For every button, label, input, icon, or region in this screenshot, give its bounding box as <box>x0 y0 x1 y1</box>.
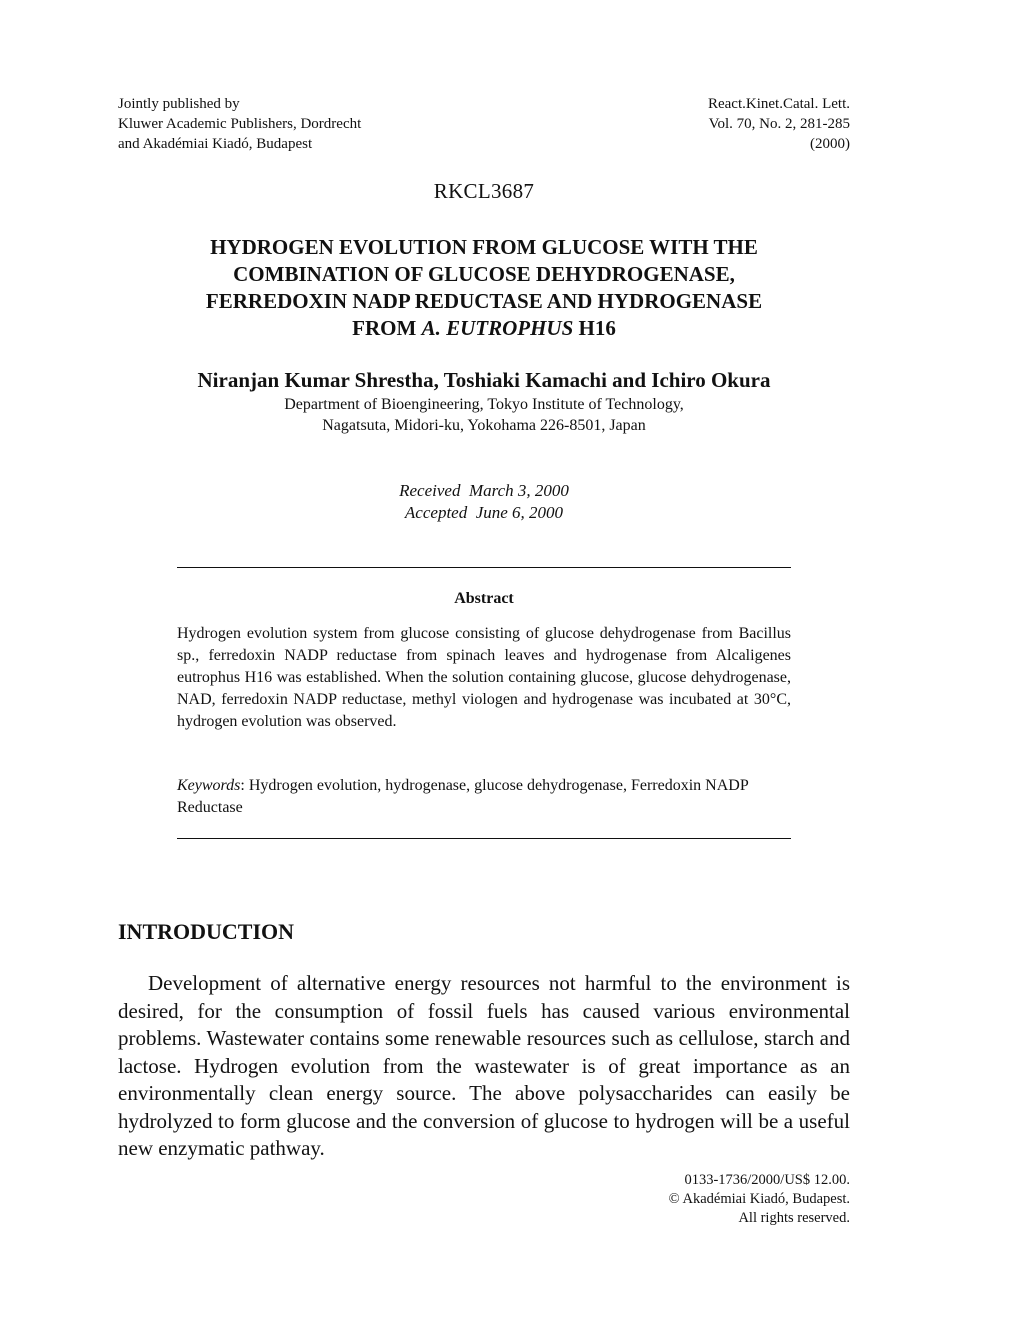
affiliation <box>0 394 968 436</box>
title-line-2: COMBINATION OF GLUCOSE DEHYDROGENASE, <box>233 262 735 286</box>
journal-name: React.Kinet.Catal. Lett. <box>707 96 850 112</box>
introduction-heading: INTRODUCTION <box>118 919 295 944</box>
paper-title <box>0 234 968 342</box>
submission-dates <box>0 480 968 524</box>
publisher-line-2: Kluwer Academic Publishers, Dordrecht <box>118 116 362 132</box>
title-line-4-organism: A. EUTROPHUS <box>421 316 574 340</box>
abstract-bottom-rule <box>177 838 791 839</box>
accepted-date: Accepted June 6, 2000 <box>404 503 564 522</box>
publisher-info <box>118 94 361 154</box>
received-date: Received March 3, 2000 <box>399 481 569 500</box>
title-line-3: FERREDOXIN NADP REDUCTASE AND HYDROGENASE <box>205 289 763 313</box>
copyright-footer <box>669 1171 850 1228</box>
footer-issn: 0133-1736/2000/US$ 12.00. <box>684 1172 850 1188</box>
keywords <box>177 775 791 819</box>
journal-volume: Vol. 70, No. 2, 281-285 <box>708 116 850 132</box>
paper-id: RKCL3687 <box>433 179 535 203</box>
abstract-body: Hydrogen evolution system from glucose consisting of glucose dehydrogenase from Bacillus sp., ferredoxin NADP reductase from spinach leaves and hydrogenase from Alcaligenes eutrophus H16 was established. When the solution containing glucose, glucose dehydrogenase, NAD, ferredoxin NADP reductase, methyl viologen and hydrogenase was incubated at 30°C, hydrogen evolution was observed. <box>177 625 791 730</box>
abstract-heading: Abstract <box>454 590 514 607</box>
title-line-1: HYDROGEN EVOLUTION FROM GLUCOSE WITH THE <box>210 235 758 259</box>
title-line-4-prefix: FROM <box>352 316 422 340</box>
introduction-body: Development of alternative energy resources not harmful to the environment is desired, for the consumption of fossil fuels has caused various environmental problems. Wastewater contains some renewable resources such as cellulose, starch and lactose. Hydrogen evolution from the wastewater is of great importance as an environmentally clean energy source. The above polysaccharides can easily be hydrolyzed to form glucose and the conversion of glucose to hydrogen will be a useful new enzymatic pathway. <box>118 971 850 1160</box>
keywords-label: Keywords <box>177 777 241 794</box>
title-line-4-suffix: H16 <box>573 316 616 340</box>
affiliation-line-2: Nagatsuta, Midori-ku, Yokohama 226-8501, Japan <box>322 417 646 434</box>
footer-copyright: © Akadémiai Kiadó, Budapest. <box>668 1191 850 1207</box>
keywords-text: : Hydrogen evolution, hydrogenase, glucose dehydrogenase, Ferredoxin NADP Reductase <box>177 777 749 816</box>
affiliation-line-1: Department of Bioengineering, Tokyo Institute of Technology, <box>284 396 684 413</box>
publisher-line-1: Jointly published by <box>118 96 240 112</box>
title-line-4 <box>0 315 968 342</box>
publisher-line-3: and Akadémiai Kiadó, Budapest <box>118 136 313 152</box>
journal-citation <box>708 94 850 154</box>
footer-rights: All rights reserved. <box>738 1210 850 1226</box>
journal-year: (2000) <box>810 136 850 152</box>
authors: Niranjan Kumar Shrestha, Toshiaki Kamachi and Ichiro Okura <box>197 368 771 392</box>
abstract-top-rule <box>177 567 791 568</box>
